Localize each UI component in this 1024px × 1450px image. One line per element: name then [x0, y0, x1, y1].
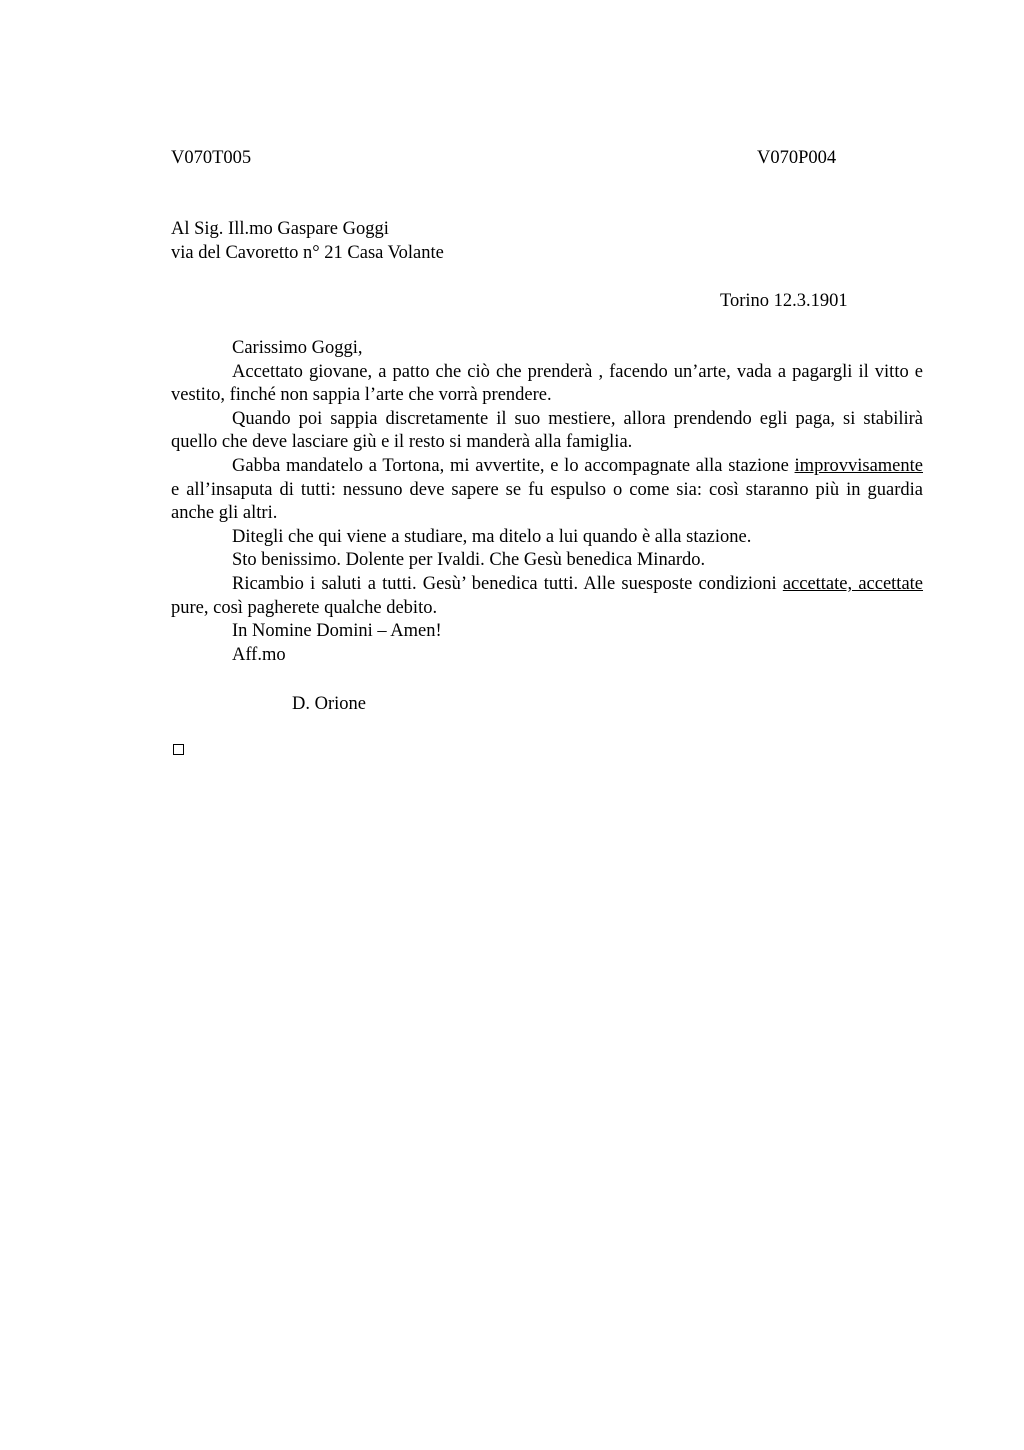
salutation: Carissimo Goggi, [232, 338, 363, 358]
paragraph-2: Quando poi sappia discretamente il suo mestiere, allora prendendo egli paga, si stabilirà quello che deve lasciare giù e il resto si manderà alla famiglia. [171, 408, 923, 453]
empty-square-icon [173, 744, 184, 755]
paragraph-7: In Nomine Domini – Amen! [232, 621, 442, 642]
recipient-address [171, 217, 444, 265]
paragraph-6-text-a: Ricambio i saluti a tutti. Gesù’ benedica tutti. Alle suesposte condizioni [232, 573, 783, 594]
closing: Aff.mo [232, 644, 286, 665]
place-and-date: Torino 12.3.1901 [720, 291, 848, 311]
paragraph-5: Sto benissimo. Dolente per Ivaldi. Che Gesù benedica Minardo. [232, 550, 706, 571]
address-line-1: Al Sig. Ill.mo Gaspare Goggi [171, 219, 389, 239]
paragraph-1: Accettato giovane, a patto che ciò che prenderà , facendo un’arte, vada a pagargli il vitto e vestito, finché non sappia l’arte che vorrà prendere. [171, 361, 923, 406]
document-code-right: V070P004 [757, 148, 837, 168]
paragraph-3 [171, 455, 923, 526]
paragraph-4: Ditegli che qui viene a studiare, ma ditelo a lui quando è alla stazione. [232, 526, 752, 547]
address-line-2: via del Cavoretto n° 21 Casa Volante [171, 243, 444, 263]
signature: D. Orione [292, 694, 366, 714]
paragraph-6 [171, 573, 923, 620]
letter-body [171, 337, 923, 667]
paragraph-6-text-b: pure, così pagherete qualche debito. [171, 597, 438, 618]
paragraph-3-text-b: e all’insaputa di tutti: nessuno deve sapere se fu espulso o come sia: così staranno più in guardia anche gli altri. [171, 479, 923, 524]
underlined-word-improvvisamente: improvvisamente [794, 455, 923, 476]
underlined-words-accettate: accettate, accettate [782, 573, 924, 594]
document-code-left: V070T005 [171, 148, 252, 168]
paragraph-3-text-a: Gabba mandatelo a Tortona, mi avvertite, e lo accompagnate alla stazione [232, 455, 795, 476]
